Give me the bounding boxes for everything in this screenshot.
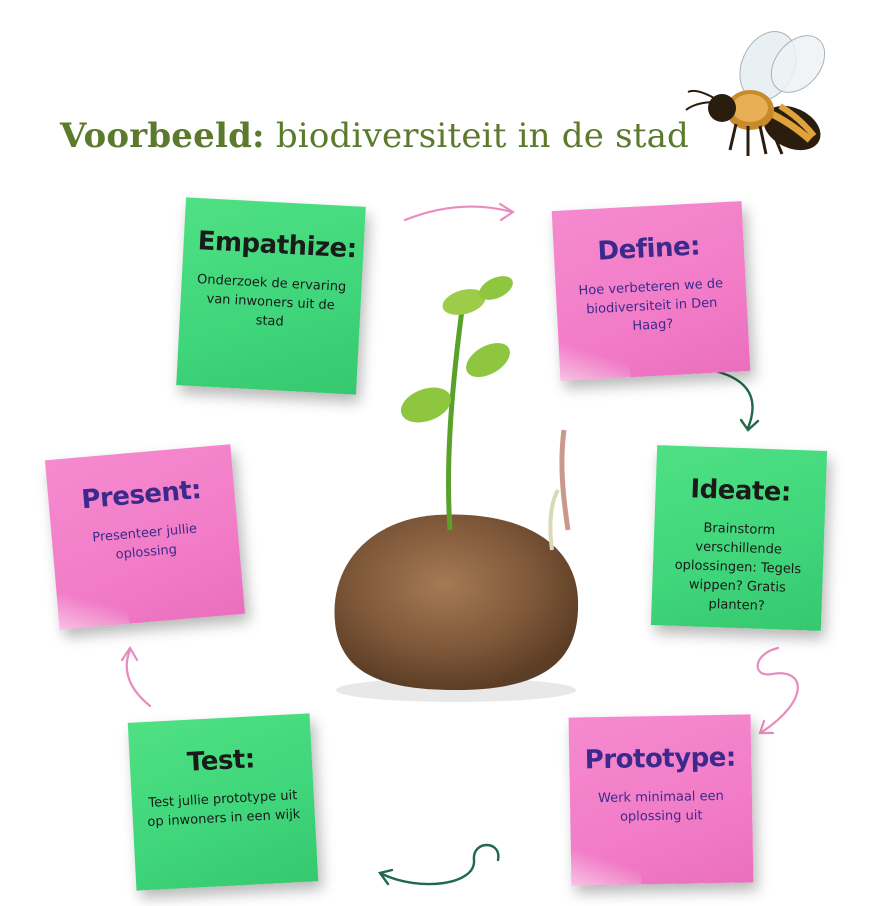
note-prototype <box>569 714 754 885</box>
note-test <box>128 713 319 890</box>
note-empathize-heading: Empathize: <box>196 226 358 265</box>
note-empathize <box>176 197 366 394</box>
page-curl <box>558 337 630 381</box>
note-prototype-text: Werk minimaal een oplossing uit <box>597 788 724 825</box>
note-ideate-heading: Ideate: <box>689 474 792 508</box>
page-curl <box>571 844 642 885</box>
note-present <box>45 444 245 630</box>
note-present-text: Presenteer jullie oplossing <box>91 521 198 563</box>
note-prototype-heading: Prototype: <box>584 742 737 776</box>
arrow-test-to-present <box>122 648 150 706</box>
note-test-text: Test jullie prototype uit op inwoners in een wijk <box>147 788 301 830</box>
note-empathize-text: Onderzoek de ervaring van inwoners uit de stad <box>196 272 347 330</box>
note-ideate <box>651 445 827 631</box>
page-curl <box>56 584 129 630</box>
note-present-heading: Present: <box>80 474 203 516</box>
arrow-ideate-to-prototype <box>758 648 798 733</box>
note-define <box>552 201 751 381</box>
arrow-prototype-to-test <box>380 845 498 884</box>
title-prefix: Voorbeeld: <box>60 116 265 156</box>
note-test-heading: Test: <box>186 744 256 778</box>
arrow-define-to-ideate <box>700 368 758 430</box>
arrow-empathize-to-define <box>405 204 513 220</box>
note-define-heading: Define: <box>596 231 701 267</box>
title-text: biodiversiteit in de stad <box>264 116 690 156</box>
note-ideate-text: Brainstorm verschillende oplossingen: Tegels wippen? Gratis planten? <box>674 520 802 614</box>
note-define-text: Hoe verbeteren we de biodiversiteit in Den Haag? <box>578 276 724 335</box>
